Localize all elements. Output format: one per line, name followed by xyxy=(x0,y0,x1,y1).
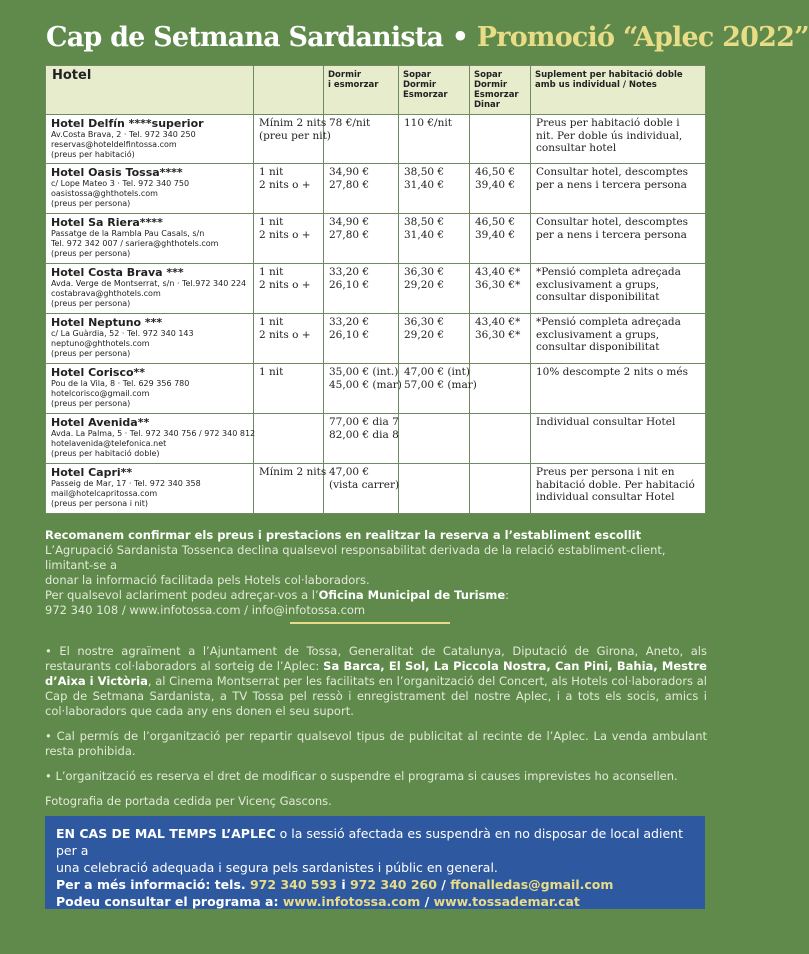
hotel-detail: Avda. La Palma, 5 · Tel. 972 340 756 / 972 340 812 xyxy=(51,429,256,438)
stay-value: 2 nits o + xyxy=(259,328,311,341)
dinar-price-value: 39,40 € xyxy=(475,178,516,191)
dinar-price-cell xyxy=(470,414,531,464)
stay-value: (preu per nit) xyxy=(259,129,331,142)
hotel-detail: (preus per persona) xyxy=(51,249,131,258)
note-restaurants: Sa Barca, El Sol, La Piccola Nostra, Can Pini, Bahia, Mestre d’Aixa i Victòria xyxy=(45,659,707,688)
hotel-detail: oasistossa@ghthotels.com xyxy=(51,189,158,198)
hotel-detail: (preus per habitació doble) xyxy=(51,449,160,458)
table-row xyxy=(46,314,706,364)
hotel-detail: reservas@hoteldelfintossa.com xyxy=(51,140,177,149)
footer-info-prefix: Per a més informació: tels. xyxy=(56,877,250,892)
dinar-price-cell xyxy=(470,264,531,314)
sopar-price-cell xyxy=(399,115,470,164)
hotel-cell xyxy=(46,414,254,464)
dormir-price-cell xyxy=(324,264,399,314)
sopar-price-value: 29,20 € xyxy=(404,328,445,341)
footer-contact-line xyxy=(56,876,694,893)
sopar-price-value: 36,30 € xyxy=(404,316,445,328)
hotel-detail: neptuno@ghthotels.com xyxy=(51,339,150,348)
sopar-price-value: 38,50 € xyxy=(404,216,445,228)
note-thanks-text-b: , al Cinema Montserrat per les facilitats en l’organització del Concert, als Hotels col·laboradors al Cap de Setmana Sardanista, a TV Tossa pel ressò i enregistrament del nostre Aplec, i a tots els socis, amics i col·laboradors que cada any ens donen el seu suport. xyxy=(45,674,707,718)
footer-site-sep: / xyxy=(420,894,434,909)
notes-cell: Individual consultar Hotel xyxy=(531,414,706,464)
hotel-detail: Passatge de la Rambla Pau Casals, s/n xyxy=(51,229,205,238)
sopar-price-value: 110 €/nit xyxy=(404,117,452,129)
note-modify: • L’organització es reserva el dret de modificar o suspendre el programa si causes imprevistes ho aconsellen. xyxy=(45,769,678,783)
stay-cell xyxy=(254,414,324,464)
hotel-detail: (preus per habitació) xyxy=(51,150,135,159)
hotel-name: Hotel Corisco** xyxy=(51,366,146,379)
note-thanks xyxy=(45,644,707,719)
hotel-cell xyxy=(46,115,254,164)
dormir-price-value: 45,00 € (mar) xyxy=(329,378,402,391)
hotel-cell xyxy=(46,264,254,314)
sopar-price-cell xyxy=(399,464,470,514)
dinar-price-cell xyxy=(470,214,531,264)
dormir-price-cell xyxy=(324,314,399,364)
hotel-detail: (preus per persona i nit) xyxy=(51,499,149,508)
table-row xyxy=(46,115,706,164)
hotel-detail: c/ Lope Mateo 3 · Tel. 972 340 750 xyxy=(51,179,190,188)
sopar-price-cell xyxy=(399,164,470,214)
tourism-office: Oficina Municipal de Turisme xyxy=(318,588,506,602)
sopar-price-value: 36,30 € xyxy=(404,266,445,278)
dormir-price-value: 27,80 € xyxy=(329,228,370,241)
sopar-price-cell xyxy=(399,264,470,314)
stay-value: Mínim 2 nits xyxy=(259,466,327,478)
hotel-detail: mail@hotelcapritossa.com xyxy=(51,489,158,498)
stay-cell xyxy=(254,164,324,214)
dormir-price-cell xyxy=(324,214,399,264)
info-section xyxy=(45,528,707,618)
dinar-price-value: 43,40 €* xyxy=(475,316,521,328)
hotel-detail: costabrava@ghthotels.com xyxy=(51,289,161,298)
footer-line-2: una celebració adequada i segura pels sardanistes i públic en general. xyxy=(56,860,498,875)
stay-value: 1 nit xyxy=(259,366,284,378)
header-hotel: Hotel xyxy=(46,66,254,115)
notes-cell: Consultar hotel, descomptes per a nens i tercera persona xyxy=(531,214,706,264)
table-header-row xyxy=(46,66,706,115)
header-dinar: Sopar Dormir Esmorzar Dinar xyxy=(470,66,531,115)
sopar-price-value: 57,00 € (mar) xyxy=(404,378,477,391)
sopar-price-cell xyxy=(399,414,470,464)
footer-program-line xyxy=(56,893,694,910)
dinar-price-value: 36,30 €* xyxy=(475,278,521,291)
stay-cell xyxy=(254,364,324,414)
dinar-price-value: 43,40 €* xyxy=(475,266,521,278)
stay-value: 2 nits o + xyxy=(259,278,311,291)
dormir-price-value: 82,00 € dia 8 xyxy=(329,428,399,441)
title-separator: • xyxy=(451,22,469,53)
hotel-name: Hotel Neptuno *** xyxy=(51,316,163,329)
dormir-price-value: 78 €/nit xyxy=(329,117,371,129)
recommend-text: Recomanem confirmar els preus i prestacions en realitzar la reserva a l’establiment escollit xyxy=(45,528,642,542)
stay-value: 1 nit xyxy=(259,166,284,178)
weather-notice-box xyxy=(45,816,705,909)
stay-value: Mínim 2 nits xyxy=(259,117,327,129)
notes-cell: Preus per habitació doble i nit. Per doble ús individual, consultar hotel xyxy=(531,115,706,164)
header-stay xyxy=(254,66,324,115)
footer-email: ffonalledas@gmail.com xyxy=(450,877,614,892)
dormir-price-cell xyxy=(324,115,399,164)
header-sopar: Sopar Dormir Esmorzar xyxy=(399,66,470,115)
contact-line xyxy=(45,588,707,603)
dormir-price-value: (vista carrer) xyxy=(329,478,400,491)
hotel-name: Hotel Sa Riera**** xyxy=(51,216,163,229)
table-row xyxy=(46,464,706,514)
stay-cell xyxy=(254,264,324,314)
notes-cell: *Pensió completa adreçada exclusivament a grups, consultar disponibilitat xyxy=(531,264,706,314)
dormir-price-cell xyxy=(324,164,399,214)
note-thanks-text-a: • El nostre agraïment a l’Ajuntament de Tossa, Generalitat de Catalunya, Diputació de Girona, Aneto, als restaurants col·laboradors al sorteig de l’Aplec: xyxy=(45,644,707,673)
table-row xyxy=(46,214,706,264)
sopar-price-value: 29,20 € xyxy=(404,278,445,291)
notes-cell: 10% descompte 2 nits o més xyxy=(531,364,706,414)
dinar-price-cell xyxy=(470,115,531,164)
hotel-detail: (preus per persona) xyxy=(51,199,131,208)
hotel-detail: Av.Costa Brava, 2 · Tel. 972 340 250 xyxy=(51,130,196,139)
dormir-price-value: 34,90 € xyxy=(329,216,370,228)
footer-site-1: www.infotossa.com xyxy=(282,894,421,909)
dinar-price-value: 36,30 €* xyxy=(475,328,521,341)
notes-cell: *Pensió completa adreçada exclusivament a grups, consultar disponibilitat xyxy=(531,314,706,364)
hotels-table xyxy=(45,65,706,514)
dinar-price-cell xyxy=(470,164,531,214)
table-row xyxy=(46,264,706,314)
dormir-price-value: 77,00 € dia 7 xyxy=(329,416,399,428)
footer-line-1 xyxy=(56,825,694,859)
footer-heading: EN CAS DE MAL TEMPS L’APLEC xyxy=(56,826,276,841)
hotel-name: Hotel Costa Brava *** xyxy=(51,266,184,279)
footer-phone-1: 972 340 593 xyxy=(249,877,337,892)
hotel-detail: Pou de la Vila, 8 · Tel. 629 356 780 xyxy=(51,379,190,388)
dormir-price-value: 27,80 € xyxy=(329,178,370,191)
stay-cell xyxy=(254,314,324,364)
dinar-price-value: 46,50 € xyxy=(475,216,516,228)
footer-phone-2: 972 340 260 xyxy=(349,877,437,892)
stay-value: 1 nit xyxy=(259,316,284,328)
photo-credit: Fotografia de portada cedida per Vicenç Gascons. xyxy=(45,794,332,808)
dormir-price-value: 33,20 € xyxy=(329,266,370,278)
dormir-price-value: 34,90 € xyxy=(329,166,370,178)
dormir-price-value: 47,00 € xyxy=(329,466,370,478)
footer-program-prefix: Podeu consultar el programa a: xyxy=(56,894,283,909)
hotel-detail: Passeig de Mar, 17 · Tel. 972 340 358 xyxy=(51,479,201,488)
dinar-price-value: 39,40 € xyxy=(475,228,516,241)
sopar-price-cell xyxy=(399,364,477,414)
dormir-price-value: 33,20 € xyxy=(329,316,370,328)
hotel-detail: Tel. 972 342 007 / sariera@ghthotels.com xyxy=(51,239,219,248)
sopar-price-value: 31,40 € xyxy=(404,178,445,191)
stay-cell xyxy=(254,464,327,514)
title-main: Cap de Setmana Sardanista xyxy=(46,22,444,53)
table-row xyxy=(46,364,706,414)
divider-line xyxy=(290,622,450,624)
table-row xyxy=(46,414,706,464)
hotel-name: Hotel Avenida** xyxy=(51,416,150,429)
table-row xyxy=(46,164,706,214)
hotel-name: Hotel Oasis Tossa**** xyxy=(51,166,183,179)
dormir-price-cell xyxy=(324,414,399,464)
disclaimer-line-2: donar la informació facilitada pels Hotels col·laboradors. xyxy=(45,573,370,587)
stay-value: 2 nits o + xyxy=(259,228,311,241)
hotel-name: Hotel Capri** xyxy=(51,466,133,479)
stay-value: 1 nit xyxy=(259,266,284,278)
dinar-price-cell xyxy=(470,364,531,414)
hotel-cell xyxy=(46,464,254,514)
dinar-price-value: 46,50 € xyxy=(475,166,516,178)
hotel-cell xyxy=(46,164,254,214)
notes-cell: Consultar hotel, descomptes per a nens i tercera persona xyxy=(531,164,706,214)
hotel-detail: (preus per persona) xyxy=(51,399,131,408)
note-advertising: • Cal permís de l’organització per repartir qualsevol tipus de publicitat al recinte de l’Aplec. La venda ambulant resta prohibida. xyxy=(45,729,707,758)
sopar-price-value: 31,40 € xyxy=(404,228,445,241)
dormir-price-value: 26,10 € xyxy=(329,328,370,341)
sopar-price-cell xyxy=(399,314,470,364)
contact-prefix: Per qualsevol aclariment podeu adreçar-vos a l’ xyxy=(45,588,319,602)
sopar-price-value: 38,50 € xyxy=(404,166,445,178)
footer-and: i xyxy=(336,877,350,892)
notes-section xyxy=(45,644,707,819)
hotel-detail: Avda. Verge de Montserrat, s/n · Tel.972 340 224 xyxy=(51,279,247,288)
dormir-price-value: 26,10 € xyxy=(329,278,370,291)
sopar-price-cell xyxy=(399,214,470,264)
stay-cell xyxy=(254,214,324,264)
header-notes: Suplement per habitació doble amb us individual / Notes xyxy=(531,66,706,115)
hotel-detail: hotelcorisco@gmail.com xyxy=(51,389,150,398)
contact-details: 972 340 108 / www.infotossa.com / info@infotossa.com xyxy=(45,603,366,617)
stay-value: 2 nits o + xyxy=(259,178,311,191)
dinar-price-cell xyxy=(470,314,531,364)
hotel-detail: hotelavenida@telefonica.net xyxy=(51,439,167,448)
dormir-price-cell xyxy=(324,364,402,414)
hotel-cell xyxy=(46,364,254,414)
hotel-cell xyxy=(46,214,254,264)
contact-suffix: : xyxy=(505,588,510,602)
stay-cell xyxy=(254,115,331,164)
hotel-detail: (preus per persona) xyxy=(51,299,131,308)
sopar-price-value: 47,00 € (int) xyxy=(404,366,470,378)
hotel-name: Hotel Delfín ****superior xyxy=(51,117,204,130)
footer-site-2: www.tossademar.cat xyxy=(433,894,580,909)
stay-value: 1 nit xyxy=(259,216,284,228)
title-promo: Promoció “Aplec 2022” xyxy=(476,22,809,53)
hotel-detail: (preus per persona) xyxy=(51,349,131,358)
notes-cell: Preus per persona i nit en habitació doble. Per habitació individual consultar Hotel xyxy=(531,464,706,514)
dormir-price-cell xyxy=(324,464,399,514)
dinar-price-cell xyxy=(470,464,531,514)
header-dormir: Dormir i esmorzar xyxy=(324,66,399,115)
footer-text-1: o la sessió afectada es suspendrà en no disposar de local adient per a xyxy=(56,826,683,858)
dormir-price-value: 35,00 € (int.) xyxy=(329,366,399,378)
hotel-detail: c/ La Guàrdia, 52 · Tel. 972 340 143 xyxy=(51,329,194,338)
disclaimer-line-1: L’Agrupació Sardanista Tossenca declina qualsevol responsabilitat derivada de la relació establiment-client, limitant-se a xyxy=(45,543,666,572)
hotel-cell xyxy=(46,314,254,364)
page-title xyxy=(46,22,809,53)
footer-slash: / xyxy=(436,877,451,892)
